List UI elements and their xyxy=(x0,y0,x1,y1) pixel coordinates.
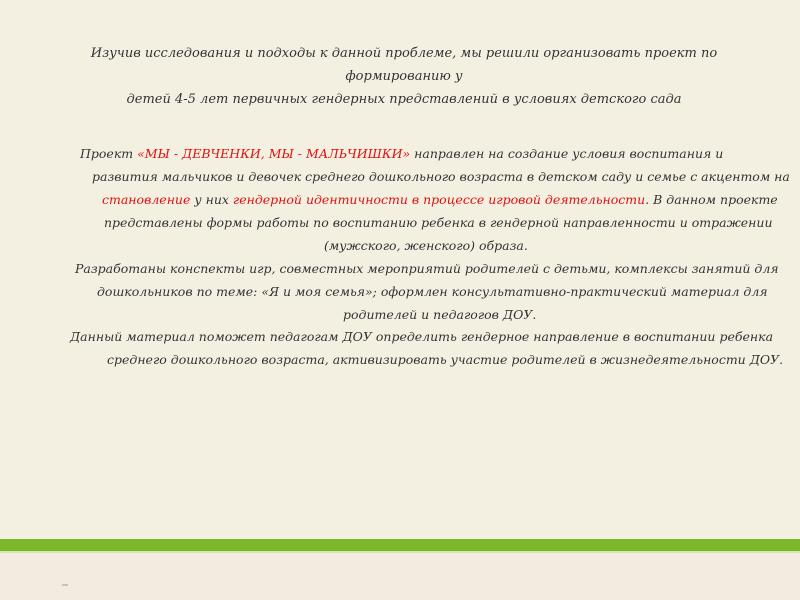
footer-band xyxy=(0,553,800,600)
project-line-3-mid: у них xyxy=(190,192,233,207)
project-line-1 xyxy=(80,142,800,165)
highlight-gender-identity: гендерной идентичности в процессе игровой деятельности xyxy=(232,192,646,207)
intro-text xyxy=(52,42,756,111)
project-line-3-rest: . В данном проекте xyxy=(645,192,778,207)
intro-line-1: Изучив исследования и подходы к данной проблеме, мы решили организовать проект по формированию у xyxy=(90,46,718,84)
materials-line-3: родителей и педагогов ДОУ. xyxy=(343,307,537,322)
materials-line-1: Разработаны конспекты игр, совместных мероприятий родителей с детьми, комплексы занятий для xyxy=(75,261,779,276)
project-paragraph xyxy=(0,142,800,257)
project-line-1-rest: направлен на создание условия воспитания и xyxy=(410,146,724,161)
project-line-2: развития мальчиков и девочек среднего дошкольного возраста в детском саду и семье с акцентом на xyxy=(92,169,790,184)
conclusion-line-1: Данный материал поможет педагогам ДОУ определить гендерное направление в воспитании ребенка xyxy=(70,329,774,344)
intro-line-2: детей 4-5 лет первичных гендерных представлений в условиях детского сада xyxy=(126,92,682,107)
conclusion-line-2: среднего дошкольного возраста, активизировать участие родителей в жизнедеятельности ДОУ. xyxy=(107,352,784,367)
project-line-4: представлены формы работы по воспитанию ребенка в гендерной направленности и отражении xyxy=(104,215,773,230)
materials-paragraph xyxy=(0,257,800,326)
materials-line-2: дошкольников по теме: «Я и моя семья»; оформлен консультативно-практический материал для xyxy=(97,284,768,299)
faint-footer-mark xyxy=(62,584,68,586)
project-line-3 xyxy=(102,188,800,211)
project-prefix: Проект xyxy=(80,146,138,161)
highlight-stanovlenie: становление xyxy=(102,192,191,207)
footer-green-bar xyxy=(0,539,800,551)
project-title: «МЫ - ДЕВЧЕНКИ, МЫ - МАЛЬЧИШКИ» xyxy=(137,146,411,161)
project-line-5: (мужского, женского) образа. xyxy=(324,238,528,253)
conclusion-paragraph xyxy=(0,325,800,371)
